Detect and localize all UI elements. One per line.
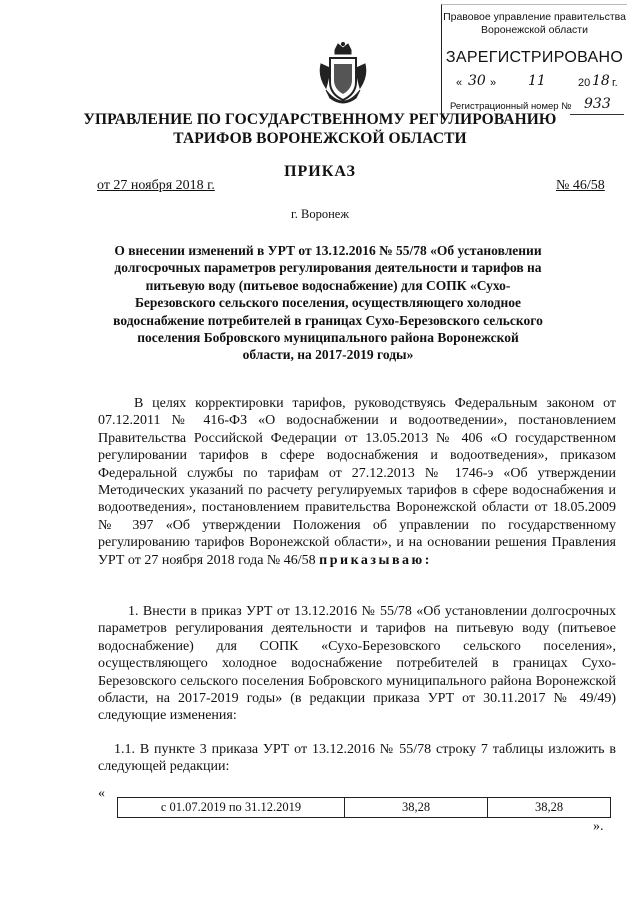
- item-1-1-paragraph: 1.1. В пункте 3 приказа УРТ от 13.12.2016 № 55/78 строку 7 таблицы изложить в следующей редакции:: [98, 742, 616, 775]
- command-word: приказываю:: [319, 552, 432, 568]
- stamp-date-month: 11: [528, 73, 546, 89]
- stamp-date-quote-open: «: [456, 77, 463, 89]
- stamp-organization: [442, 11, 627, 37]
- quote-open: «: [98, 786, 105, 801]
- stamp-date-year: 20: [578, 77, 591, 89]
- stamp-reg-number: 933: [584, 96, 611, 112]
- order-subject: О внесении изменений в УРТ от 13.12.2016 № 55/78 «Об установлении долгосрочных параметров регулирования деятельности и тарифов на питьевую воду (питьевое водоснабжение) для СОПК «Сухо-Березовского сельского поселения, осуществляющего холодное водоснабжение потребителей в границах Сухо-Березовского сельского поселения Бобровского муниципального района Воронежской области, на 2017-2019 годы»: [113, 243, 543, 363]
- tariff-table: [117, 797, 611, 818]
- table-row: [118, 798, 611, 818]
- stamp-date-quote-close: »: [490, 77, 497, 89]
- stamp-org-line2: Воронежской области: [481, 24, 588, 36]
- org-line2: ТАРИФОВ ВОРОНЕЖСКОЙ ОБЛАСТИ: [173, 130, 467, 147]
- table-cell-value2: 38,28: [488, 798, 611, 818]
- stamp-registered-label: ЗАРЕГИСТРИРОВАНО: [445, 49, 624, 66]
- order-date: от 27 ноября 2018 г.: [97, 178, 215, 193]
- preamble-paragraph: [98, 395, 616, 569]
- order-number: № 46/58: [556, 178, 605, 193]
- registration-stamp: [441, 4, 627, 122]
- stamp-date-day: 30: [468, 73, 486, 89]
- city: г. Воронеж: [291, 207, 349, 221]
- item-1-paragraph: 1. Внести в приказ УРТ от 13.12.2016 № 55/78 «Об установлении долгосрочных параметров регулирования деятельности и тарифов на питьевую воду (питьевое водоснабжение) для СОПК «Сухо-Березовского сельского поселения», осуществляющего холодное водоснабжение потребителей в границах Сухо-Березовского сельского поселения Бобровского муниципального района Воронежской области, на 2017-2019 годы» (в редакции приказа УРТ от 30.11.2017 № 49/49) следующие изменения:: [98, 604, 616, 724]
- stamp-date-year-hand: 18: [592, 73, 610, 89]
- organization-name: [0, 110, 640, 148]
- preamble-text: В целях корректировки тарифов, руководствуясь Федеральным законом от 07.12.2011 № 416-ФЗ «О водоснабжении и водоотведении», постановлением Правительства Российской Федерации от 13.05.2013 № 406 «О государственном регулировании тарифов в сфере водоснабжения и водоотведения», приказом Федеральной службы по тарифам от 27.12.2013 № 1746-э «Об утверждении Методических указаний по расчету регулируемых тарифов в сфере водоснабжения и водоотведения», постановлением правительства Воронежской области от 18.05.2009 № 397 «Об утверждении Положения об управлении по государственному регулированию тарифов Воронежской области», и на основании решения Правления УРТ от 27 ноября 2018 года № 46/58: [98, 396, 616, 568]
- stamp-org-line1: Правовое управление правительства: [443, 11, 626, 23]
- table-cell-period: с 01.07.2019 по 31.12.2019: [118, 798, 345, 818]
- stamp-reg-label: Регистрационный номер №: [450, 101, 572, 112]
- table-cell-value1: 38,28: [345, 798, 488, 818]
- document-type: ПРИКАЗ: [284, 163, 356, 180]
- coat-of-arms-icon: [318, 42, 368, 112]
- org-line1: УПРАВЛЕНИЕ ПО ГОСУДАРСТВЕННОМУ РЕГУЛИРОВАНИЮ: [83, 111, 557, 128]
- stamp-date-suffix: г.: [612, 77, 618, 89]
- quote-close: ».: [593, 819, 604, 834]
